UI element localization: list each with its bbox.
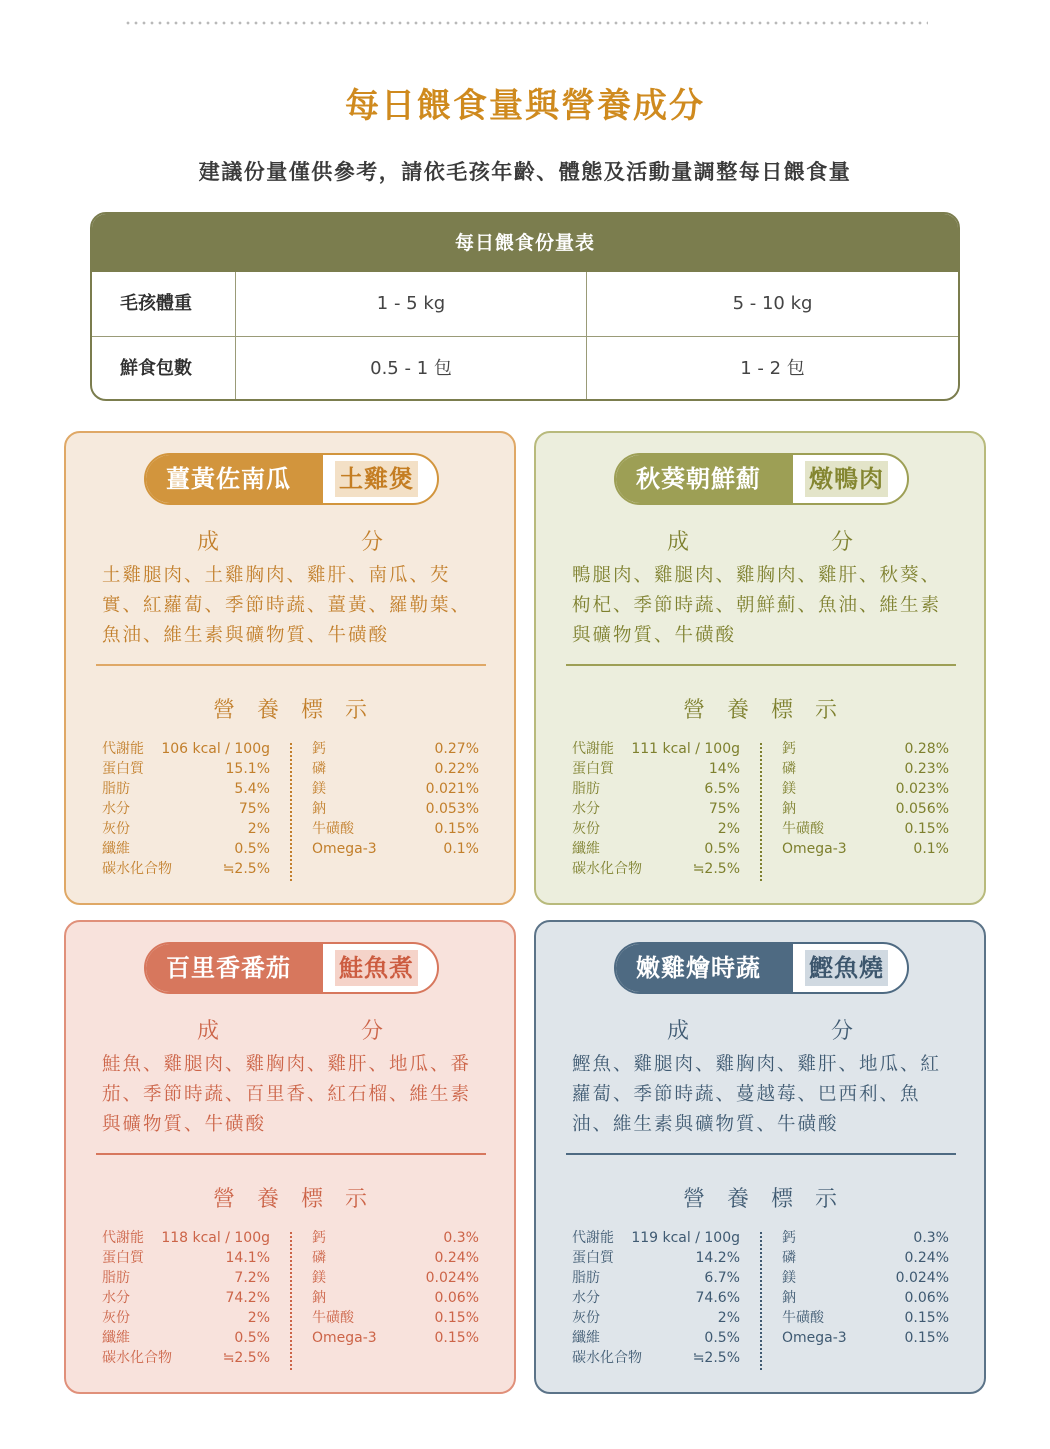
product-name-pill: [614, 942, 909, 994]
nutrition-label: 鈉: [782, 1290, 796, 1306]
nutrition-value: 106 kcal / 100g: [161, 741, 270, 757]
nutrition-label: 灰份: [102, 1310, 130, 1326]
nutrition-label: 代謝能: [102, 741, 144, 757]
nutrition-value: ≒2.5%: [692, 1350, 740, 1366]
nutrition-label: Omega-3: [312, 1330, 377, 1346]
nutrition-label: 鈉: [312, 801, 326, 817]
nutrition-value: 0.15%: [904, 1310, 949, 1326]
product-name: 薑黃佐南瓜: [146, 455, 323, 503]
nutrition-row: [782, 1248, 949, 1268]
nutrition-value: 0.5%: [234, 1330, 270, 1346]
nutrition-row: [312, 819, 479, 839]
nutrition-row: [312, 1248, 479, 1268]
section-divider: [566, 664, 956, 666]
ingredients-text: 鴨腿肉、雞腿肉、雞胸肉、雞肝、秋葵、枸杞、季節時蔬、朝鮮薊、魚油、維生素與礦物質、牛磺酸: [572, 565, 942, 646]
nutrition-value: ≒2.5%: [222, 1350, 270, 1366]
nutrition-value: 0.06%: [904, 1290, 949, 1306]
nutrition-value: 0.024%: [895, 1270, 949, 1286]
nutrition-value: 74.6%: [695, 1290, 740, 1306]
nutrition-value: 0.28%: [904, 741, 949, 757]
nutrition-row: [312, 1228, 479, 1248]
nutrition-label: 纖維: [102, 841, 130, 857]
product-variant: [793, 944, 907, 992]
nutrition-row: [102, 1308, 270, 1328]
nutrition-row: [572, 1268, 740, 1288]
nutrition-row: [102, 759, 270, 779]
nutrition-label: 水分: [102, 801, 130, 817]
nutrition-label: 鎂: [782, 1270, 796, 1286]
nutrition-row: [102, 839, 270, 859]
nutrition-value: ≒2.5%: [222, 861, 270, 877]
product-variant-label: 土雞煲: [335, 461, 418, 497]
nutrition-label: 代謝能: [572, 741, 614, 757]
nutrition-row: [572, 859, 740, 879]
ingredients-text: 鮭魚、雞腿肉、雞胸肉、雞肝、地瓜、番茄、季節時蔬、百里香、紅石榴、維生素與礦物質、牛磺酸: [102, 1054, 472, 1135]
nutrition-value: 2%: [247, 821, 270, 837]
nutrition-row: [782, 759, 949, 779]
nutrition-list-left: [572, 739, 740, 879]
product-variant: [793, 455, 907, 503]
nutrition-value: 2%: [717, 1310, 740, 1326]
nutrition-row: [572, 739, 740, 759]
nutrition-label: 磷: [782, 1250, 796, 1266]
page-title: 每日餵食量與營養成分: [345, 86, 705, 126]
nutrition-value: 111 kcal / 100g: [631, 741, 740, 757]
feeding-table-title: 每日餵食份量表: [92, 214, 958, 272]
nutrition-list-right: [782, 739, 949, 859]
nutrition-value: 0.15%: [434, 1310, 479, 1326]
nutrition-row: [782, 1328, 949, 1348]
nutrition-value: 0.056%: [895, 801, 949, 817]
section-divider: [96, 664, 486, 666]
nutrition-value: ≒2.5%: [692, 861, 740, 877]
nutrition-value: 0.5%: [234, 841, 270, 857]
nutrition-value: 14.1%: [225, 1250, 270, 1266]
nutrition-label: 碳水化合物: [572, 861, 642, 877]
nutrition-value: 75%: [238, 801, 270, 817]
nutrition-label: 鎂: [312, 1270, 326, 1286]
nutrition-list-right: [782, 1228, 949, 1348]
product-name-pill: [144, 453, 439, 505]
nutrition-label: 脂肪: [572, 1270, 600, 1286]
product-variant: [323, 455, 437, 503]
nutrition-label: 鈣: [312, 741, 326, 757]
nutrition-row: [102, 819, 270, 839]
nutrition-value: 74.2%: [225, 1290, 270, 1306]
table-cell: 1 - 2 包: [740, 358, 805, 379]
nutrition-label: 牛磺酸: [312, 821, 354, 837]
nutrition-value: 2%: [717, 821, 740, 837]
nutrition-row: [782, 819, 949, 839]
nutrition-value: 0.15%: [904, 821, 949, 837]
table-row: [92, 272, 958, 336]
nutrition-label: 灰份: [102, 821, 130, 837]
nutrition-row: [312, 799, 479, 819]
nutrition-value: 0.024%: [425, 1270, 479, 1286]
nutrition-label: 蛋白質: [572, 761, 614, 777]
nutrition-label: 蛋白質: [572, 1250, 614, 1266]
nutrition-list-right: [312, 739, 479, 859]
section-divider: [566, 1153, 956, 1155]
nutrition-label: 磷: [312, 1250, 326, 1266]
ingredients-title: 成 分: [666, 530, 913, 555]
nutrition-list-right: [312, 1228, 479, 1348]
nutrition-row: [572, 839, 740, 859]
row-label: 毛孩體重: [92, 272, 236, 336]
table-cell: 5 - 10 kg: [732, 293, 813, 314]
product-name-pill: [144, 942, 439, 994]
nutrition-value: 118 kcal / 100g: [161, 1230, 270, 1246]
nutrition-list-left: [102, 739, 270, 879]
product-variant-label: 鮭魚煮: [335, 950, 418, 986]
ingredients-title: 成 分: [196, 530, 443, 555]
nutrition-label: 鈉: [782, 801, 796, 817]
product-card-turmeric-pumpkin: [64, 431, 516, 905]
nutrition-row: [312, 1288, 479, 1308]
ingredients-title: 成 分: [666, 1019, 913, 1044]
nutrition-label: 牛磺酸: [782, 1310, 824, 1326]
nutrition-label: 纖維: [572, 841, 600, 857]
nutrition-row: [312, 1328, 479, 1348]
nutrition-value: 0.3%: [913, 1230, 949, 1246]
nutrition-row: [102, 799, 270, 819]
nutrition-label: 碳水化合物: [102, 1350, 172, 1366]
nutrition-value: 119 kcal / 100g: [631, 1230, 740, 1246]
nutrition-row: [572, 1308, 740, 1328]
dotted-separator: [760, 1232, 762, 1370]
nutrition-label: 代謝能: [572, 1230, 614, 1246]
nutrition-row: [572, 1288, 740, 1308]
nutrition-row: [312, 779, 479, 799]
product-variant-label: 鰹魚燒: [805, 950, 888, 986]
nutrition-row: [102, 1248, 270, 1268]
nutrition-row: [572, 1228, 740, 1248]
nutrition-row: [572, 759, 740, 779]
nutrition-value: 14%: [708, 761, 740, 777]
nutrition-value: 0.15%: [434, 821, 479, 837]
nutrition-value: 0.22%: [434, 761, 479, 777]
nutrition-label: Omega-3: [782, 841, 847, 857]
nutrition-row: [782, 1228, 949, 1248]
nutrition-row: [572, 819, 740, 839]
nutrition-value: 0.24%: [434, 1250, 479, 1266]
nutrition-title: 營養標示: [212, 1187, 389, 1212]
nutrition-value: 0.053%: [425, 801, 479, 817]
nutrition-row: [572, 779, 740, 799]
row-label: 鮮食包數: [92, 337, 236, 399]
nutrition-value: 0.1%: [443, 841, 479, 857]
nutrition-label: 碳水化合物: [572, 1350, 642, 1366]
nutrition-list-left: [572, 1228, 740, 1368]
nutrition-value: 0.1%: [913, 841, 949, 857]
nutrition-label: 鈉: [312, 1290, 326, 1306]
nutrition-label: 蛋白質: [102, 761, 144, 777]
product-card-okra-artichoke: [534, 431, 986, 905]
nutrition-row: [572, 1248, 740, 1268]
product-card-thyme-tomato: [64, 920, 516, 1394]
nutrition-label: 纖維: [102, 1330, 130, 1346]
nutrition-label: 鈣: [782, 1230, 796, 1246]
product-card-chicken-veggie: [534, 920, 986, 1394]
nutrition-label: Omega-3: [782, 1330, 847, 1346]
nutrition-row: [102, 859, 270, 879]
nutrition-row: [102, 1348, 270, 1368]
nutrition-value: 15.1%: [225, 761, 270, 777]
nutrition-label: 水分: [102, 1290, 130, 1306]
nutrition-label: 鎂: [312, 781, 326, 797]
page-subtitle: 建議份量僅供參考，請依毛孩年齡、體態及活動量調整每日餵食量: [198, 160, 852, 184]
nutrition-value: 0.15%: [434, 1330, 479, 1346]
nutrition-row: [312, 1308, 479, 1328]
nutrition-row: [572, 1328, 740, 1348]
nutrition-value: 0.27%: [434, 741, 479, 757]
nutrition-label: 水分: [572, 1290, 600, 1306]
nutrition-value: 6.5%: [704, 781, 740, 797]
nutrition-row: [782, 839, 949, 859]
nutrition-row: [102, 1268, 270, 1288]
nutrition-row: [312, 1268, 479, 1288]
nutrition-label: 灰份: [572, 1310, 600, 1326]
nutrition-value: 0.15%: [904, 1330, 949, 1346]
nutrition-label: 磷: [312, 761, 326, 777]
nutrition-value: 7.2%: [234, 1270, 270, 1286]
nutrition-label: 蛋白質: [102, 1250, 144, 1266]
nutrition-value: 0.5%: [704, 1330, 740, 1346]
nutrition-label: 脂肪: [572, 781, 600, 797]
nutrition-label: 脂肪: [102, 781, 130, 797]
ingredients-text: 鰹魚、雞腿肉、雞胸肉、雞肝、地瓜、紅蘿蔔、季節時蔬、蔓越莓、巴西利、魚油、維生素與礦物質、牛磺酸: [572, 1054, 942, 1135]
nutrition-row: [102, 1228, 270, 1248]
product-variant-label: 燉鴨肉: [805, 461, 888, 497]
nutrition-row: [782, 739, 949, 759]
dotted-separator: [760, 743, 762, 881]
nutrition-value: 0.023%: [895, 781, 949, 797]
nutrition-row: [102, 1328, 270, 1348]
nutrition-row: [782, 1308, 949, 1328]
nutrition-title: 營養標示: [682, 698, 859, 723]
nutrition-value: 0.24%: [904, 1250, 949, 1266]
nutrition-value: 5.4%: [234, 781, 270, 797]
ingredients-title: 成 分: [196, 1019, 443, 1044]
nutrition-label: 纖維: [572, 1330, 600, 1346]
nutrition-list-left: [102, 1228, 270, 1368]
nutrition-label: 代謝能: [102, 1230, 144, 1246]
nutrition-value: 2%: [247, 1310, 270, 1326]
product-name: 百里香番茄: [146, 944, 323, 992]
nutrition-row: [102, 1288, 270, 1308]
product-name: 秋葵朝鮮薊: [616, 455, 793, 503]
nutrition-row: [102, 779, 270, 799]
nutrition-row: [782, 799, 949, 819]
nutrition-label: Omega-3: [312, 841, 377, 857]
nutrition-label: 鈣: [312, 1230, 326, 1246]
nutrition-label: 鎂: [782, 781, 796, 797]
nutrition-label: 水分: [572, 801, 600, 817]
nutrition-value: 0.23%: [904, 761, 949, 777]
nutrition-value: 0.021%: [425, 781, 479, 797]
nutrition-title: 營養標示: [212, 698, 389, 723]
section-divider: [96, 1153, 486, 1155]
product-variant: [323, 944, 437, 992]
nutrition-title: 營養標示: [682, 1187, 859, 1212]
product-name: 嫩雞燴時蔬: [616, 944, 793, 992]
nutrition-label: 碳水化合物: [102, 861, 172, 877]
nutrition-value: 75%: [708, 801, 740, 817]
nutrition-label: 牛磺酸: [312, 1310, 354, 1326]
nutrition-value: 6.7%: [704, 1270, 740, 1286]
nutrition-row: [782, 1288, 949, 1308]
nutrition-row: [312, 759, 479, 779]
nutrition-label: 灰份: [572, 821, 600, 837]
nutrition-label: 牛磺酸: [782, 821, 824, 837]
table-row: [92, 336, 958, 399]
dotted-separator: [290, 743, 292, 881]
nutrition-row: [312, 739, 479, 759]
nutrition-row: [102, 739, 270, 759]
nutrition-row: [572, 1348, 740, 1368]
nutrition-value: 0.5%: [704, 841, 740, 857]
product-name-pill: [614, 453, 909, 505]
ingredients-text: 土雞腿肉、土雞胸肉、雞肝、南瓜、芡實、紅蘿蔔、季節時蔬、薑黃、羅勒葉、魚油、維生素與礦物質、牛磺酸: [102, 565, 472, 646]
nutrition-value: 0.06%: [434, 1290, 479, 1306]
nutrition-row: [782, 779, 949, 799]
table-cell: 0.5 - 1 包: [236, 337, 587, 399]
nutrition-row: [572, 799, 740, 819]
nutrition-label: 脂肪: [102, 1270, 130, 1286]
feeding-table: [90, 212, 960, 401]
nutrition-row: [312, 839, 479, 859]
dotted-separator: [290, 1232, 292, 1370]
nutrition-label: 磷: [782, 761, 796, 777]
nutrition-label: 鈣: [782, 741, 796, 757]
nutrition-value: 14.2%: [695, 1250, 740, 1266]
nutrition-row: [782, 1268, 949, 1288]
table-cell: 1 - 5 kg: [236, 272, 587, 336]
nutrition-value: 0.3%: [443, 1230, 479, 1246]
dotted-divider: [124, 20, 928, 26]
